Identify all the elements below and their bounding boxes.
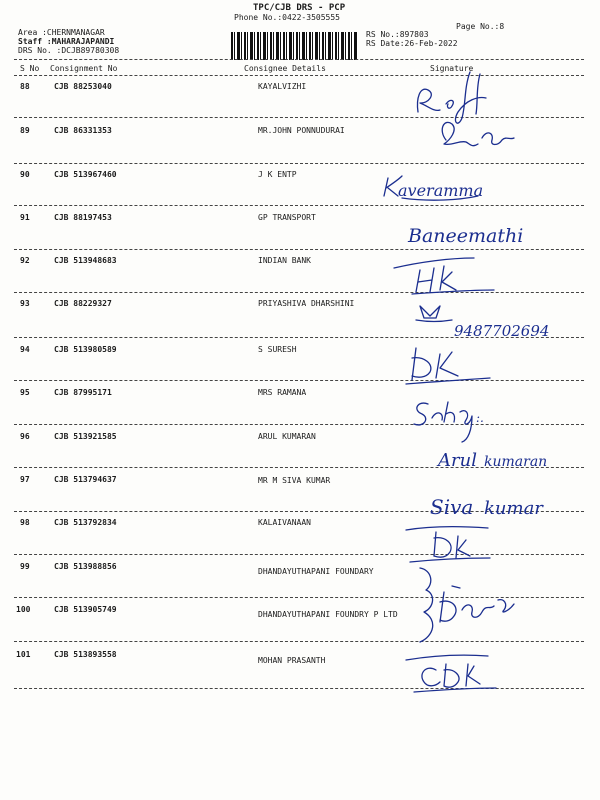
row-sno: 99 bbox=[20, 562, 30, 571]
row-sno: 96 bbox=[20, 432, 30, 441]
page-number: Page No.:8 bbox=[456, 22, 505, 31]
signature-row-89 bbox=[442, 122, 514, 145]
row-sno: 91 bbox=[20, 213, 30, 222]
row-consignee: INDIAN BANK bbox=[258, 256, 311, 265]
staff-field: Staff :MAHARAJAPANDI bbox=[18, 37, 115, 46]
row-consignee: PRIYASHIVA DHARSHINI bbox=[258, 299, 355, 308]
row-consignee: S SURESH bbox=[258, 345, 297, 354]
row-consignment: CJB 88229327 bbox=[54, 299, 112, 308]
row-consignment: CJB 86331353 bbox=[54, 126, 112, 135]
row-consignment: CJB 513948683 bbox=[54, 256, 117, 265]
row-sno: 95 bbox=[20, 388, 30, 397]
row-sno: 88 bbox=[20, 82, 30, 91]
rs-date: RS Date:26-Feb-2022 bbox=[366, 39, 458, 48]
col-consignment: Consignment No bbox=[50, 64, 118, 73]
signature-row-93 bbox=[416, 306, 549, 340]
svg-text:Siva: Siva bbox=[430, 495, 474, 519]
row-consignment: CJB 513967460 bbox=[54, 170, 117, 179]
row-consignment: CJB 87995171 bbox=[54, 388, 112, 397]
svg-text:kumar: kumar bbox=[484, 498, 543, 519]
row-consignee: MOHAN PRASANTH bbox=[258, 656, 326, 665]
signature-row-99-100 bbox=[420, 568, 514, 642]
rs-number: RS No.:897803 bbox=[366, 30, 429, 39]
drs-number: DRS No. :DCJB89780308 bbox=[18, 46, 120, 55]
row-consignee: DHANDAYUTHAPANI FOUNDARY bbox=[258, 567, 374, 576]
row-sno: 89 bbox=[20, 126, 30, 135]
svg-text:Baneemathi: Baneemathi bbox=[408, 225, 524, 247]
row-consignee: J K ENTP bbox=[258, 170, 297, 179]
row-sno: 93 bbox=[20, 299, 30, 308]
area-field: Area :CHERNMANAGAR bbox=[18, 28, 105, 37]
row-consignment: CJB 88253040 bbox=[54, 82, 112, 91]
row-consignment: CJB 513792834 bbox=[54, 518, 117, 527]
row-consignee: ARUL KUMARAN bbox=[258, 432, 316, 441]
svg-text::.: :. bbox=[476, 411, 484, 425]
row-consignment: CJB 513980589 bbox=[54, 345, 117, 354]
row-consignee: KALAIVANAAN bbox=[258, 518, 311, 527]
row-sno: 94 bbox=[20, 345, 30, 354]
phone-number: Phone No.:0422-3505555 bbox=[234, 13, 340, 22]
document-title: TPC/CJB DRS - PCP bbox=[253, 3, 346, 13]
row-sno: 90 bbox=[20, 170, 30, 179]
row-consignee: GP TRANSPORT bbox=[258, 213, 316, 222]
row-consignment: CJB 513988856 bbox=[54, 562, 117, 571]
row-sno: 97 bbox=[20, 475, 30, 484]
signature-row-96 bbox=[436, 450, 547, 471]
col-consignee: Consignee Details bbox=[244, 64, 326, 73]
row-consignment: CJB 513905749 bbox=[54, 605, 117, 614]
svg-text:Arul: Arul bbox=[438, 450, 477, 471]
svg-text:averamma: averamma bbox=[398, 181, 484, 200]
row-consignment: CJB 513921585 bbox=[54, 432, 117, 441]
col-signature: Signature bbox=[430, 64, 474, 73]
signature-row-98 bbox=[406, 527, 490, 562]
row-consignee: KAYALVIZHI bbox=[258, 82, 307, 91]
row-sno: 100 bbox=[16, 605, 31, 614]
signature-row-95 bbox=[414, 402, 484, 442]
row-sno: 101 bbox=[16, 650, 31, 659]
row-consignee: MRS RAMANA bbox=[258, 388, 307, 397]
signature-row-101 bbox=[406, 655, 496, 692]
row-consignee: MR.JOHN PONNUDURAI bbox=[258, 126, 345, 135]
signature-row-92 bbox=[394, 258, 494, 294]
row-consignment: CJB 513794637 bbox=[54, 475, 117, 484]
signature-row-94 bbox=[406, 348, 490, 384]
col-sno: S No bbox=[20, 64, 40, 73]
signature-row-90 bbox=[384, 176, 483, 200]
signature-row-88 bbox=[417, 72, 486, 123]
row-sno: 92 bbox=[20, 256, 30, 265]
row-consignee: DHANDAYUTHAPANI FOUNDRY P LTD bbox=[258, 610, 398, 619]
svg-text:9487702694: 9487702694 bbox=[454, 322, 550, 340]
row-consignment: CJB 513893558 bbox=[54, 650, 117, 659]
row-consignment: CJB 88197453 bbox=[54, 213, 112, 222]
row-consignee: MR M SIVA KUMAR bbox=[258, 476, 331, 485]
signature-row-97 bbox=[430, 495, 544, 519]
row-sno: 98 bbox=[20, 518, 30, 527]
signature-row-91 bbox=[407, 225, 523, 247]
svg-text:kumaran: kumaran bbox=[484, 454, 548, 470]
